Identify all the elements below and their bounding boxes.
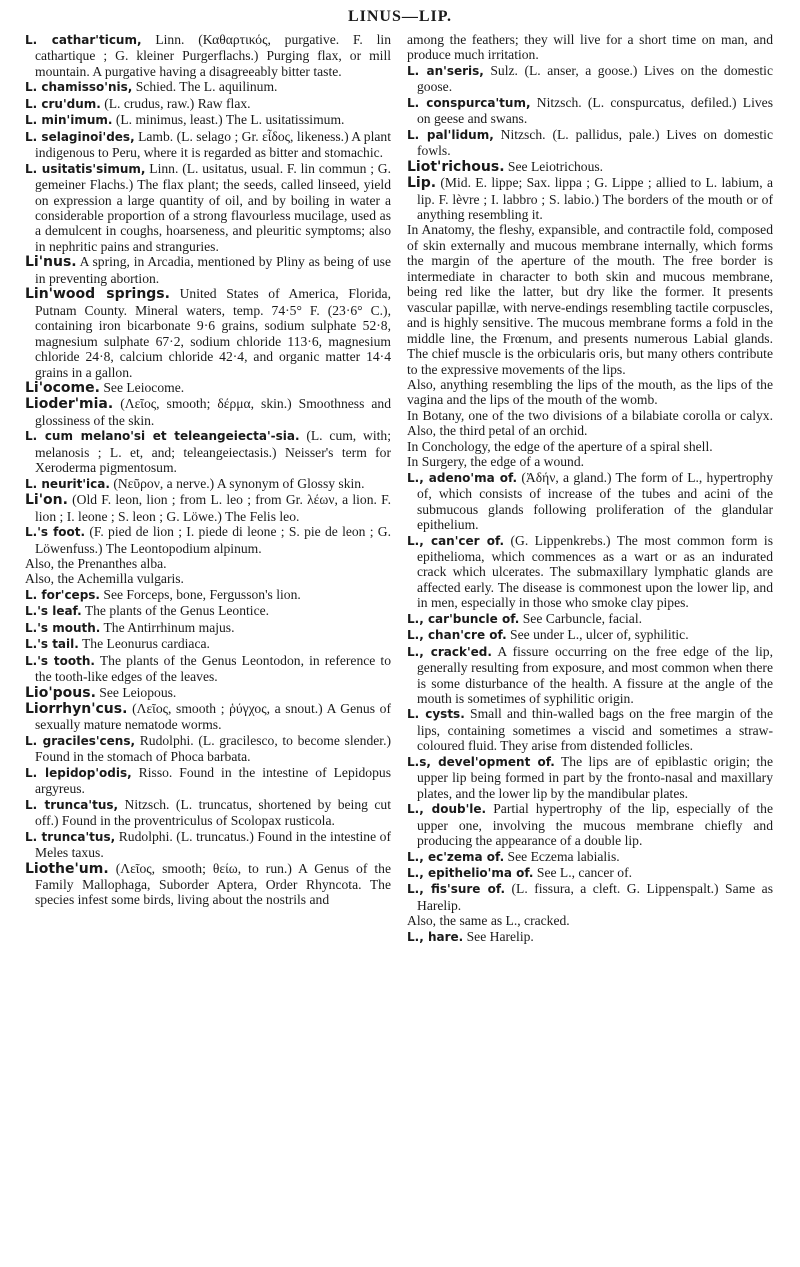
dictionary-entry: [407, 533, 773, 611]
entry-definition: Also, the same as L., cracked.: [407, 913, 570, 929]
entry-definition: United States of America, Florida, Putnam County. Mineral waters, temp. 74·5° F. (23·6° C.), containing iron bicarbonate 9·6 grains, sodium sulphate 52·8, magnesium sulphate 67·2, sodium chloride 113·6, magnesium chloride 24·8, calcium chloride 42·4, and organic matter 14·4 grains in a gallon.: [35, 286, 391, 380]
dictionary-entry: [407, 32, 773, 63]
entry-headword: L.'s tail.: [25, 637, 79, 652]
entry-headword: L. conspurca'tum,: [407, 95, 531, 110]
dictionary-entry: [25, 524, 391, 556]
entry-headword: Lio'pous.: [25, 684, 96, 701]
dictionary-entry: [407, 881, 773, 913]
entry-headword: L.'s foot.: [25, 525, 86, 540]
dictionary-entry: [407, 408, 773, 439]
entry-definition: The Antirrhinum majus.: [100, 619, 235, 635]
entry-headword: L. cysts.: [407, 707, 465, 722]
entry-headword: L. usitatis'simum,: [25, 161, 146, 176]
entry-headword: Liorrhyn'cus.: [25, 701, 128, 718]
entry-definition: (Νεῦρον, a nerve.) A synonym of Glossy skin.: [109, 475, 365, 491]
entry-headword: L., can'cer of.: [407, 533, 505, 548]
entry-definition: Sulz. (L. anser, a goose.) Lives on the domestic goose.: [417, 62, 773, 95]
entry-headword: L., chan'cre of.: [407, 628, 507, 643]
entry-definition: In Anatomy, the fleshy, expansible, and contractile fold, composed of skin externally and mucous membrane internally, which forms the margin of the aperture of the mouth. The free border is intermediate in character to both skin and mucous membrane, being red like the latter, but dry like the former. It presents vascular papillæ, with nerve-endings resembling tactile corpuscles, and is highly sensitive. The mucous membrane forms a fold in the middle line, the Frœnum, and presents numerous Labial glands. The chief muscle is the orbicularis oris, but many others contribute to the expressive movements of the lips.: [407, 222, 773, 377]
entry-headword: L., car'buncle of.: [407, 611, 520, 626]
entry-definition: Linn. (L. usitatus, usual. F. lin commun ; G. gemeiner Flachs.) The flax plant; the seeds, called linseed, yield on expression a large quantity of oil, and by boiling in water a considerable proportion of a strong flavourless mucilage, used as a demulcent in coughs, hoarseness, and pleuritic symptoms; also in nephritic pains and stranguries.: [35, 160, 392, 254]
dictionary-entry: [407, 222, 773, 377]
entry-definition: Nitzsch. (L. pallidus, pale.) Lives on domestic fowls.: [417, 126, 773, 159]
entry-headword: Lin'wood springs.: [25, 286, 170, 303]
entry-definition: Small and thin-walled bags on the free margin of the lips, containing sometimes a viscid and sometimes a straw-coloured fluid. They arise from distended follicles.: [417, 706, 774, 754]
dictionary-entry: [25, 685, 391, 701]
entry-definition: (G. Lippenkrebs.) The most common form is epithelioma, which commences as a wart or as an indurated crack which ulcerates. The submaxillary lymphatic glands are affected early. The disease is commonest upon the lower lip, and in men, especially in those who smoke clay pipes.: [417, 532, 773, 611]
dictionary-entry: [407, 865, 773, 881]
entry-definition: (L. minimus, least.) The L. usitatissimum.: [112, 112, 345, 128]
entry-definition: In Botany, one of the two divisions of a bilabiate corolla or calyx. Also, the third petal of an orchid.: [407, 407, 773, 439]
entry-headword: L. for'ceps.: [25, 587, 100, 602]
entry-definition: (Old F. leon, lion ; from L. leo ; from Gr. λέων, a lion. F. lion ; I. leone ; S. leon ; G. Löwe.) The Felis leo.: [35, 492, 391, 524]
entry-headword: L. cru'dum.: [25, 96, 101, 111]
entry-definition: Also, the Prenanthes alba.: [25, 555, 167, 571]
entry-definition: (F. pied de lion ; I. piede di leone ; S. pie de leon ; G. Löwenfuss.) The Leontopodium alpinum.: [35, 524, 392, 556]
entry-headword: L. lepidop'odis,: [25, 765, 132, 780]
entry-headword: Li'ocome.: [25, 379, 100, 396]
entry-headword: Liot'richous.: [407, 158, 505, 175]
dictionary-entry: [25, 571, 391, 586]
dictionary-entry: [25, 79, 391, 95]
entry-headword: L., crack'ed.: [407, 644, 492, 659]
dictionary-entry: [407, 63, 773, 95]
entry-headword: L., hare.: [407, 929, 464, 944]
entry-headword: L., ec'zema of.: [407, 849, 505, 864]
dictionary-entry: [25, 556, 391, 571]
entry-definition: Risso. Found in the intestine of Lepidopus argyreus.: [35, 764, 391, 797]
entry-definition: Rudolphi. (L. gracilesco, to become slender.) Found in the stomach of Phoca barbata.: [35, 732, 391, 765]
entry-definition: (Λεῖος, smooth ; ῥύγχος, a snout.) A Genus of sexually mature nematode worms.: [35, 701, 391, 733]
dictionary-entry: [407, 159, 773, 175]
entry-definition: among the feathers; they will live for a short time on man, and produce much irritation.: [407, 32, 773, 63]
dictionary-entry: [25, 603, 391, 619]
dictionary-entry: [25, 653, 391, 685]
entry-definition: (Mid. E. lippe; Sax. lippa ; G. Lippe ; allied to L. labium, a lip. F. lèvre ; I. labbro ; S. labio.) The borders of the mouth or of anything resembling it.: [417, 175, 773, 222]
dictionary-entry: [407, 470, 773, 533]
entry-headword: L.s, devel'opment of.: [407, 754, 555, 769]
dictionary-entry: [407, 913, 773, 928]
dictionary-entry: [25, 733, 391, 765]
dictionary-entry: [407, 627, 773, 643]
dictionary-entry: [407, 175, 773, 222]
dictionary-entry: [407, 454, 773, 469]
entry-headword: L.'s tooth.: [25, 653, 95, 668]
entry-definition: A fissure occurring on the free edge of the lip, generally resulting from exposure, and most common when there is some disturbance of the health. A fissure at the angle of the mouth is sometimes of syphilitic origin.: [417, 643, 773, 707]
entry-definition: Nitzsch. (L. truncatus, shortened by being cut off.) Found in the proventriculus of Scolopax rusticola.: [35, 796, 391, 829]
entry-definition: Also, anything resembling the lips of the mouth, as the lips of the vagina and the lips of the mouth of the womb.: [407, 376, 773, 408]
entry-definition: (Λεῖος, smooth; θείω, to run.) A Genus of the Family Mallophaga, Suborder Aptera, Order Rhyncota. The species infest some birds, living about the nostrils and: [35, 860, 391, 908]
entry-definition: (L. cum, with; melanosis ; L. et, and; teleangeiectasis.) Neisser's term for Xeroderma pigmentosum.: [35, 428, 391, 476]
entry-headword: L.'s mouth.: [25, 620, 101, 635]
dictionary-entry: [25, 286, 391, 380]
entry-headword: Li'nus.: [25, 254, 77, 271]
entry-headword: L. graciles'cens,: [25, 733, 136, 748]
entry-definition: See Carbuncle, facial.: [519, 610, 643, 626]
dictionary-entry: [25, 396, 391, 428]
dictionary-entry: [25, 161, 391, 255]
dictionary-entry: [407, 754, 773, 801]
entry-headword: L. cathar'ticum,: [25, 33, 142, 47]
dictionary-entry: [25, 32, 391, 79]
entry-definition: In Surgery, the edge of a wound.: [407, 454, 585, 470]
entry-definition: Linn. (Καθαρτικός, purgative. F. lin cathartique ; G. kleiner Purgerflachs.) Purging flax, or mill mountain. A purgative having a disagreeably bitter taste.: [35, 32, 391, 79]
entry-headword: L. selaginoi'des,: [25, 129, 135, 144]
dictionary-entry: [407, 706, 773, 753]
right-column: [407, 32, 773, 945]
dictionary-entry: [25, 829, 391, 861]
dictionary-entry: [25, 701, 391, 733]
dictionary-entry: [25, 112, 391, 128]
entry-headword: L. cum melano'si et teleangeiecta'-sia.: [25, 429, 300, 444]
entry-headword: L. trunca'tus,: [25, 829, 116, 844]
entry-headword: L. an'seris,: [407, 63, 484, 78]
entry-headword: L. min'imum.: [25, 113, 113, 128]
entry-definition: Schied. The L. aquilinum.: [132, 79, 278, 95]
entry-definition: See Harelip.: [463, 928, 534, 944]
dictionary-entry: [25, 492, 391, 524]
dictionary-entry: [407, 439, 773, 454]
entry-definition: The plants of the Genus Leontice.: [81, 603, 270, 619]
dictionary-entry: [407, 377, 773, 408]
entry-definition: (Ἀδήν, a gland.) The form of L., hypertrophy of, which consists of increase of the tubes and acini of the submucous glands following proliferation of the glandular epithelium.: [417, 469, 774, 533]
entry-headword: L., fis'sure of.: [407, 882, 506, 897]
dictionary-entry: [407, 801, 773, 848]
entry-definition: See Eczema labialis.: [504, 848, 620, 864]
entry-definition: Rudolphi. (L. truncatus.) Found in the intestine of Meles taxus.: [35, 828, 392, 861]
entry-definition: (L. crudus, raw.) Raw flax.: [100, 95, 251, 111]
entry-definition: Nitzsch. (L. conspurcatus, defiled.) Lives on geese and swans.: [417, 94, 773, 127]
dictionary-entry: [407, 611, 773, 627]
dictionary-entry: [25, 129, 391, 161]
entry-definition: See L., cancer of.: [533, 865, 633, 881]
entry-headword: L. neurit'ica.: [25, 476, 110, 491]
dictionary-entry: [25, 861, 391, 908]
dictionary-entry: [407, 849, 773, 865]
entry-definition: Partial hypertrophy of the lip, especially of the upper one, involving the mucous membrane chiefly and producing the appearance of a double lip.: [417, 801, 773, 849]
dictionary-entry: [407, 644, 773, 707]
entry-headword: Liothe'um.: [25, 860, 109, 877]
entry-definition: (Λεῖος, smooth; δέρμα, skin.) Smoothness and glossiness of the skin.: [35, 396, 391, 428]
entry-definition: In Conchology, the edge of the aperture of a spiral shell.: [407, 438, 713, 454]
dictionary-entry: [25, 587, 391, 603]
dictionary-entry: [407, 929, 773, 945]
dictionary-entry: [407, 127, 773, 159]
dictionary-entry: [25, 254, 391, 286]
dictionary-entry: [25, 620, 391, 636]
dictionary-entry: [407, 95, 773, 127]
entry-definition: See Leiopous.: [95, 684, 177, 700]
running-head: LINUS—LIP.: [347, 8, 453, 25]
dictionary-entry: [25, 476, 391, 492]
entry-definition: See under L., ulcer of, syphilitic.: [506, 627, 689, 643]
entry-headword: L. trunca'tus,: [25, 797, 119, 812]
entry-definition: See Leiotrichous.: [504, 158, 604, 174]
entry-headword: Li'on.: [25, 492, 68, 509]
entry-headword: Lip.: [407, 175, 437, 192]
entry-definition: See Leiocome.: [99, 379, 185, 395]
entry-headword: L., epithelio'ma of.: [407, 866, 534, 881]
dictionary-entry: [25, 428, 391, 475]
entry-headword: L. chamisso'nis,: [25, 80, 133, 95]
entry-definition: (L. fissura, a cleft. G. Lippenspalt.) Same as Harelip.: [417, 881, 773, 913]
entry-definition: The lips are of epiblastic origin; the upper lip being formed in part by the fronto-nasal and maxillary plates, and the lower lip by the mandibular plates.: [417, 753, 773, 801]
entry-definition: A spring, in Arcadia, mentioned by Pliny as being of use in preventing abortion.: [35, 254, 391, 286]
left-column: [25, 32, 391, 908]
entry-headword: Lioder'mia.: [25, 396, 114, 413]
entry-headword: L. pal'lidum,: [407, 127, 494, 142]
entry-definition: Also, the Achemilla vulgaris.: [25, 571, 184, 587]
entry-definition: The Leonurus cardiaca.: [78, 636, 210, 652]
entry-definition: Lamb. (L. selago ; Gr. εἶδος, likeness.) A plant indigenous to Peru, where it is regarded as bitter and stomachic.: [35, 128, 391, 161]
dictionary-entry: [25, 797, 391, 829]
dictionary-entry: [25, 765, 391, 797]
entry-headword: L.'s leaf.: [25, 604, 82, 619]
entry-headword: L., doub'le.: [407, 802, 487, 817]
entry-definition: See Forceps, bone, Fergusson's lion.: [99, 586, 301, 602]
dictionary-entry: [25, 380, 391, 396]
dictionary-entry: [25, 96, 391, 112]
entry-headword: L., adeno'ma of.: [407, 470, 518, 485]
dictionary-entry: [25, 636, 391, 652]
entry-definition: The plants of the Genus Leontodon, in reference to the tooth-like edges of the leaves.: [35, 652, 391, 685]
